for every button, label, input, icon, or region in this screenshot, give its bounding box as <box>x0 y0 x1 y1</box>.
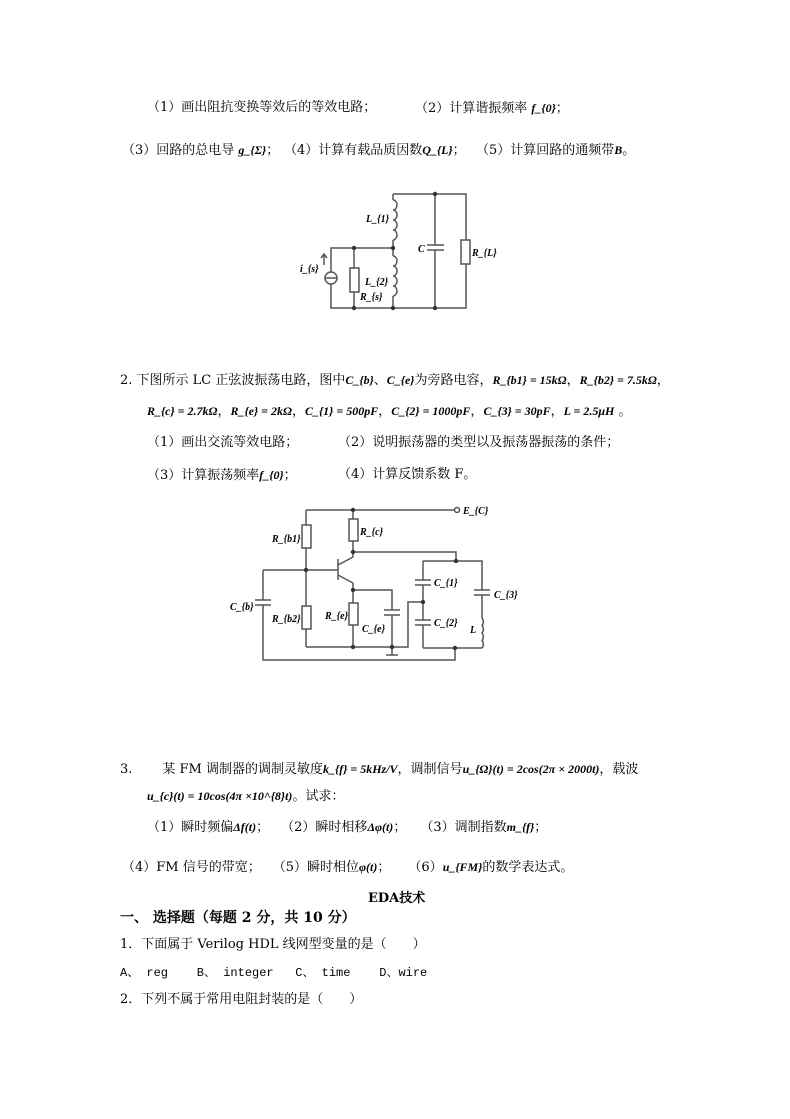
q2-item-4: （4）计算反馈系数 F。 <box>338 467 477 482</box>
q1-f0-symbol: f_{0} <box>531 101 556 115</box>
q3-item-6-end: 的数学表达式。 <box>482 860 574 875</box>
q3-items-row-2 <box>122 858 573 877</box>
section-title-eda: EDA技术 <box>368 891 426 906</box>
q2-intro-text: 2. 下图所示 LC 正弦波振荡电路，图中 <box>120 373 346 388</box>
label-C1: C_{1} <box>434 578 458 589</box>
q3-ask: 。试求： <box>292 789 345 804</box>
q1-item-4 <box>284 141 466 160</box>
label-C: C <box>418 244 425 255</box>
q3-line-2 <box>147 787 344 806</box>
punct: ， <box>378 404 392 419</box>
param-c3: C_{3} = 30pF <box>483 404 551 418</box>
q1-item-1: （1）画出阻抗变换等效后的等效电路； <box>147 100 377 115</box>
label-Rb2: R_{b2} <box>272 614 301 625</box>
q3-item-6: （6） <box>408 860 443 875</box>
punct: ； <box>555 101 569 116</box>
punct: ， <box>550 404 564 419</box>
param-re: R_{e} = 2kΩ <box>230 404 292 418</box>
q2-item-3-text: （3）计算振荡频率 <box>147 468 260 483</box>
sym-delta-f: Δf(t) <box>233 820 257 834</box>
q1-item-3-text: （3）回路的总电导 <box>122 143 235 158</box>
label-is: i_{s} <box>300 264 319 275</box>
sym-uc: u_{c}(t) = 10cos(4π ×10^{8}t) <box>147 789 293 803</box>
label-L2: L_{2} <box>365 277 389 288</box>
sym-ufm: u_{FM} <box>442 860 483 874</box>
q1-b-symbol: B <box>614 143 623 157</box>
punct: ， <box>656 373 670 388</box>
punct: ； <box>266 143 280 158</box>
section-heading-choice: 一、 选择题（每题 2 分，共 10 分） <box>120 910 356 926</box>
label-RL: R_{L} <box>472 248 497 259</box>
label-C2: C_{2} <box>434 618 458 629</box>
q1-item-2-text: （2）计算谐振频率 <box>415 101 528 116</box>
sym-kf: k_{f} = 5kHz/V <box>323 762 398 776</box>
punct: ； <box>534 820 548 835</box>
label-L: L <box>470 625 477 636</box>
q1-ql-symbol: Q_{L} <box>422 143 453 157</box>
punct: 、 <box>373 373 387 388</box>
param-c1: C_{1} = 500pF <box>305 404 379 418</box>
q3-item-4: （4）FM 信号的带宽； <box>122 860 261 875</box>
sym-cb: C_{b} <box>345 373 374 387</box>
q2-item-2: （2）说明振荡器的类型以及振荡器振荡的条件； <box>338 435 620 450</box>
q3-items-row-1 <box>147 818 547 837</box>
q3-text: ，载波 <box>599 762 639 777</box>
q3-item-5: （5）瞬时相位 <box>272 860 360 875</box>
q1-item-3 <box>122 141 279 160</box>
punct: 。 <box>622 143 636 158</box>
q2-item-1: （1）画出交流等效电路； <box>147 435 299 450</box>
param-rb2: R_{b2} = 7.5kΩ <box>579 373 657 387</box>
sym-mf: m_{f} <box>506 820 535 834</box>
punct: ， <box>291 404 305 419</box>
label-L1: L_{1} <box>366 214 390 225</box>
param-l: L = 2.5μH <box>563 404 615 418</box>
q1-g-symbol: g_{Σ} <box>238 143 267 157</box>
label-Ec: E_{C} <box>463 506 489 517</box>
punct: ， <box>217 404 231 419</box>
label-Rb1: R_{b1} <box>272 534 301 545</box>
q1-item-5-text: （5）计算回路的通频带 <box>476 143 615 158</box>
label-Re: R_{e} <box>325 611 349 622</box>
q3-intro: 某 FM 调制器的调制灵敏度 <box>162 762 324 777</box>
q2-item-3 <box>147 466 297 485</box>
param-c2: C_{2} = 1000pF <box>391 404 471 418</box>
label-Rc: R_{c} <box>360 527 384 538</box>
sym-f0: f_{0} <box>259 468 284 482</box>
eda-question-1-options: A、 reg B、 integer C、 time D、wire <box>120 966 428 980</box>
q1-item-4-text: （4）计算有载品质因数 <box>284 143 423 158</box>
punct: ； <box>393 820 407 835</box>
label-C3: C_{3} <box>494 590 518 601</box>
sym-u-omega: u_{Ω}(t) = 2cos(2π × 2000t) <box>462 762 600 776</box>
sym-ce: C_{e} <box>386 373 415 387</box>
sym-delta-phi: Δφ(t) <box>367 820 394 834</box>
punct: 。 <box>618 404 632 419</box>
punct: ； <box>283 468 297 483</box>
label-Ce: C_{e} <box>362 624 386 635</box>
param-rb1: R_{b1} = 15kΩ <box>492 373 567 387</box>
label-Rs: R_{s} <box>360 292 383 303</box>
label-Cb: C_{b} <box>230 602 254 613</box>
q3-number: 3. <box>120 762 133 777</box>
q3-line-1 <box>120 760 638 779</box>
punct: ； <box>452 143 466 158</box>
eda-question-2: 2．下列不属于常用电阻封装的是（ ） <box>120 992 363 1007</box>
q2-params <box>147 402 632 421</box>
q1-item-2 <box>415 99 569 118</box>
sym-phi: φ(t) <box>359 860 378 874</box>
q1-item-5 <box>476 141 635 160</box>
punct: ， <box>566 373 580 388</box>
punct: ； <box>377 860 391 875</box>
q3-item-2: （2）瞬时相移 <box>281 820 368 835</box>
eda-question-1: 1．下面属于 Verilog HDL 线网型变量的是（ ） <box>120 937 426 952</box>
q2-intro-text-2: 为旁路电容， <box>414 373 493 388</box>
punct: ； <box>256 820 270 835</box>
q3-item-3: （3）调制指数 <box>420 820 507 835</box>
q2-intro <box>120 371 670 390</box>
q3-text: ，调制信号 <box>397 762 463 777</box>
param-rc: R_{c} = 2.7kΩ <box>147 404 218 418</box>
punct: ， <box>470 404 484 419</box>
q3-item-1: （1）瞬时频偏 <box>147 820 234 835</box>
